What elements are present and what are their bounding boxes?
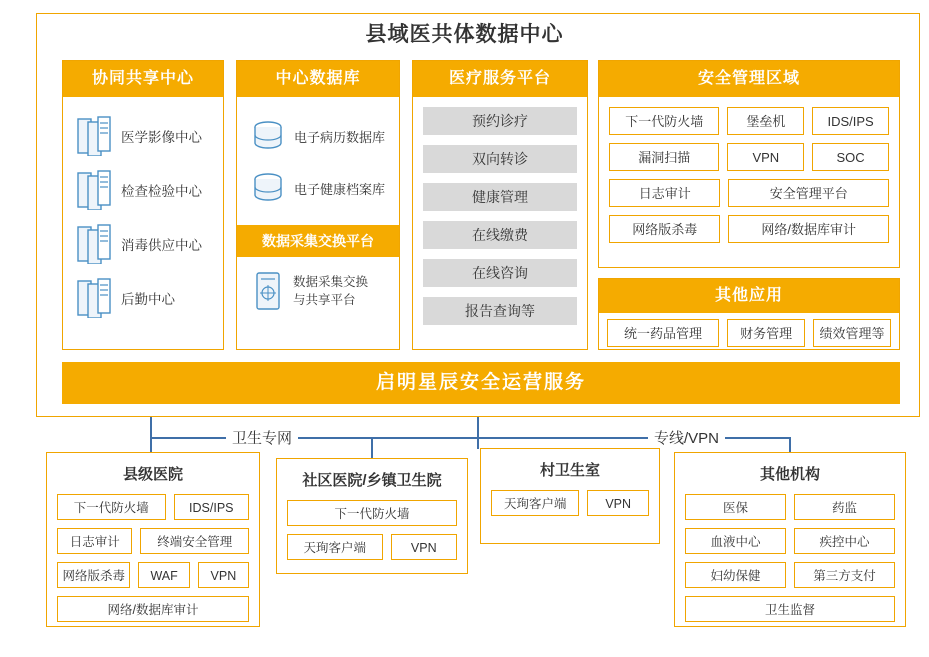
list-item-label: 医学影像中心	[121, 130, 202, 145]
chip-row	[609, 143, 889, 171]
list-item-label: 检查检验中心	[121, 184, 202, 199]
service-item[interactable]: 双向转诊	[423, 145, 577, 173]
list-item[interactable]	[247, 271, 389, 311]
other-app-chip[interactable]: 统一药品管理	[607, 319, 719, 347]
server-icon	[77, 170, 111, 210]
list-item[interactable]	[247, 113, 389, 159]
chip-row	[685, 494, 895, 520]
panel-body-medical-service	[413, 97, 587, 333]
institution-county-hospital	[46, 452, 260, 627]
institution-chip[interactable]: 天珣客户端	[287, 534, 383, 560]
chip-row	[287, 500, 457, 526]
chip-row	[607, 319, 891, 347]
security-chip[interactable]: 安全管理平台	[728, 179, 889, 207]
panel-title-security-zone: 安全管理区域	[599, 61, 899, 97]
database-icon	[251, 119, 285, 153]
security-operations-bar: 启明星辰安全运营服务	[62, 362, 900, 404]
institution-chip[interactable]: 妇幼保健	[685, 562, 786, 588]
institution-title: 县级医院	[122, 466, 183, 483]
service-item[interactable]: 预约诊疗	[423, 107, 577, 135]
panel-body-other-apps	[599, 313, 899, 361]
list-item-label: 消毒供应中心	[121, 238, 202, 253]
institution-body	[277, 500, 467, 570]
panel-body-central-database	[237, 97, 399, 319]
institution-chip[interactable]: 下一代防火墙	[57, 494, 166, 520]
list-item[interactable]	[73, 165, 213, 215]
list-item[interactable]	[247, 165, 389, 211]
institution-chip[interactable]: 医保	[685, 494, 786, 520]
security-chip[interactable]: 堡垒机	[727, 107, 804, 135]
institution-chip[interactable]: 下一代防火墙	[287, 500, 457, 526]
chip-row	[287, 534, 457, 560]
institution-chip[interactable]: 第三方支付	[794, 562, 895, 588]
chip-row	[57, 528, 249, 554]
list-item-label	[293, 273, 368, 309]
institution-body	[481, 490, 659, 526]
institution-village-clinic	[480, 448, 660, 544]
chip-row	[685, 528, 895, 554]
institution-chip[interactable]: 血液中心	[685, 528, 786, 554]
panel-title-other-apps: 其他应用	[599, 279, 899, 313]
panel-security-zone	[598, 60, 900, 268]
connector-drop-village	[477, 437, 479, 449]
security-chip[interactable]: VPN	[727, 143, 804, 171]
security-chip[interactable]: 网络/数据库审计	[728, 215, 889, 243]
collect-label-line1: 数据采集交换	[293, 275, 369, 289]
chip-row	[685, 596, 895, 622]
chip-row	[609, 215, 889, 243]
chip-row	[609, 107, 889, 135]
service-item[interactable]: 在线缴费	[423, 221, 577, 249]
institution-title: 村卫生室	[539, 462, 600, 479]
connector-trunk-left	[150, 417, 152, 439]
security-chip[interactable]: SOC	[812, 143, 889, 171]
chip-row	[609, 179, 889, 207]
connector-bus-right	[477, 437, 790, 439]
panel-title-collect-exchange: 数据采集交换平台	[237, 225, 399, 257]
institution-chip[interactable]: WAF	[138, 562, 189, 588]
institution-chip[interactable]: 卫生监督	[685, 596, 895, 622]
panel-medical-service	[412, 60, 588, 350]
institution-title: 其他机构	[759, 466, 820, 483]
chip-row	[57, 596, 249, 622]
list-item[interactable]	[73, 273, 213, 323]
exchange-server-icon	[253, 271, 283, 311]
security-chip[interactable]: IDS/IPS	[812, 107, 889, 135]
institution-body	[675, 494, 905, 632]
network-label-left: 卫生专网	[226, 427, 298, 448]
institution-chip[interactable]: VPN	[198, 562, 249, 588]
panel-other-apps	[598, 278, 900, 350]
list-item-label: 后勤中心	[121, 292, 175, 307]
chip-row	[491, 490, 649, 516]
institution-community-hospital	[276, 458, 468, 574]
panel-title-central-database: 中心数据库	[237, 61, 399, 97]
page-title: 县域医共体数据中心	[365, 23, 564, 46]
chip-row	[57, 494, 249, 520]
institution-chip[interactable]: VPN	[587, 490, 649, 516]
other-app-chip[interactable]: 财务管理	[727, 319, 805, 347]
other-app-chip[interactable]: 绩效管理等	[813, 319, 891, 347]
connector-drop-community	[371, 437, 373, 459]
panel-body-collaboration	[63, 97, 223, 331]
server-icon	[77, 224, 111, 264]
connector-bus-left	[150, 437, 480, 439]
list-item-label: 电子健康档案库	[294, 181, 386, 197]
service-item[interactable]: 在线咨询	[423, 259, 577, 287]
institution-chip[interactable]: 药监	[794, 494, 895, 520]
service-item[interactable]: 健康管理	[423, 183, 577, 211]
institution-body	[47, 494, 259, 632]
institution-chip[interactable]: 网络/数据库审计	[57, 596, 249, 622]
institution-chip[interactable]: 终端安全管理	[140, 528, 249, 554]
list-item[interactable]	[73, 219, 213, 269]
server-icon	[77, 116, 111, 156]
chip-row	[685, 562, 895, 588]
chip-row	[57, 562, 249, 588]
institution-chip[interactable]: 天珣客户端	[491, 490, 579, 516]
institution-other-organizations	[674, 452, 906, 627]
institution-chip[interactable]: 网络版杀毒	[57, 562, 130, 588]
institution-title: 社区医院/乡镇卫生院	[302, 472, 442, 489]
connector-drop-other	[789, 437, 791, 453]
security-chip[interactable]: 网络版杀毒	[609, 215, 720, 243]
security-chip[interactable]: 下一代防火墙	[609, 107, 719, 135]
institution-chip[interactable]: 疾控中心	[794, 528, 895, 554]
institution-chip[interactable]: VPN	[391, 534, 457, 560]
list-item[interactable]	[73, 111, 213, 161]
panel-title-collaboration: 协同共享中心	[63, 61, 223, 97]
list-item-label: 电子病历数据库	[294, 129, 386, 145]
service-item[interactable]: 报告查询等	[423, 297, 577, 325]
security-chip[interactable]: 漏洞扫描	[609, 143, 719, 171]
panel-body-security-zone	[599, 97, 899, 259]
connector-drop-county	[150, 437, 152, 453]
panel-collaboration-center	[62, 60, 224, 350]
institution-chip[interactable]: 日志审计	[57, 528, 132, 554]
collect-label-line2: 与共享平台	[293, 293, 356, 307]
security-chip[interactable]: 日志审计	[609, 179, 720, 207]
panel-title-medical-service: 医疗服务平台	[413, 61, 587, 97]
institution-chip[interactable]: IDS/IPS	[174, 494, 249, 520]
server-icon	[77, 278, 111, 318]
database-icon	[251, 171, 285, 205]
network-label-right: 专线/VPN	[648, 427, 725, 448]
panel-central-database	[236, 60, 400, 350]
